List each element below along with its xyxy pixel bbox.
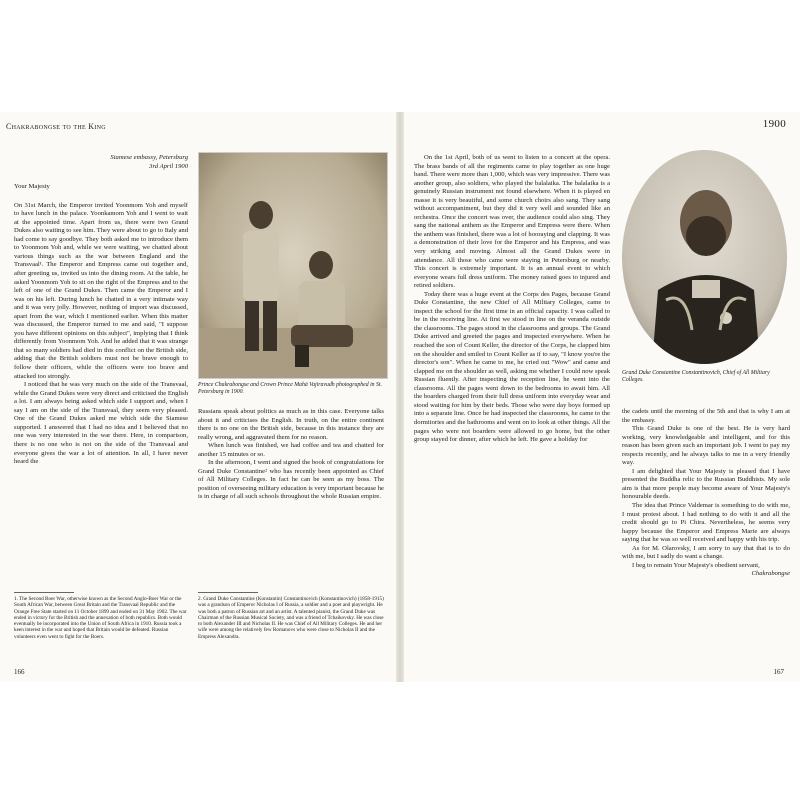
photo-caption-right: Grand Duke Constantine Constantinovich, Chief of All Military Colleges. — [622, 370, 770, 383]
running-head-right: 1900 — [762, 118, 786, 130]
paragraph: Today there was a huge event at the Corps des Pages, because Grand Duke Constantine, the new Chief of All Military Colleges, came to inspect the school for the first time in an official capacity. I was called to be in the receiving line. At first we stood in line on the veranda outside the classrooms. The pages stood in the classrooms and groups. The Grand Duke arrived and greeted the pages and inspected everywhere. When he reached the son of Count Keller, the director of the Corps, he clapped him on the shoulder and smiled to Count Keller as if to say, "I know you're the director's son". When he came to me, he cried out "Wow" and came and clapped me on the shoulder as well, asking me whether I could now speak Russian fluently. After inspecting the reception line, he went into the classrooms. All the pages went down to the bedrooms to await him. All the boarders charged from their full dress uniform into everyday wear and stood waiting for him by their beds. Those who were day boys formed up into a separate line. Once he had inspected the classrooms, he came to the dormitories and the bathrooms and went on to look at other things. All the pages who were not boarders were allowed to go home, but the other group stayed for dinner, after which he left. He gave a holiday for — [414, 290, 610, 444]
paragraph: The idea that Prince Valdemar is something to do with me, I must protest about. I had nothing to do with it and all the credit should go to Pi Chira. Nevertheless, he seems very happy because the Emperor and Empress Marie are always saying that he was so well received and happy with his trip. — [622, 502, 790, 544]
sepia-portrait — [622, 150, 787, 364]
dateline: Siamese embassy, Petersburg 3rd April 1900 — [110, 154, 188, 170]
footnote-1: 1. The Second Boer War, otherwise known as the Second Anglo-Boer War or the South African War, between Great Britain and the Transvaal Republic and the Orange Free State started on 11 October 1899 and ended on 31 May 1902. The war ended in victory for the British and the annexation of both republics. Both would eventually be incorporated into the Union of South Africa in 1910. Russia took a keen interest in the war and hoped that Britain would be defeated. Russian volunteers even went to fight for the Boers. — [14, 596, 187, 640]
left-column-2 — [198, 408, 384, 502]
paragraph: In the afternoon, I went and signed the book of congratulations for Grand Duke Constantine² who has recently been appointed as Chief of All Military Colleges. In fact he can be seen as my boss. The position of overseeing military education is very important because he is in charge of all such schools throughout the whole Russian empire. — [198, 459, 384, 501]
sepia-photograph — [199, 153, 387, 378]
left-column-1 — [14, 154, 188, 467]
page-number-left: 166 — [14, 668, 25, 676]
right-column-1 — [414, 154, 610, 445]
book-gutter — [396, 112, 404, 682]
photo-caption-left: Prince Chakrabongse and Crown Prince Mahā Vajiravudh photographed in St. Petersburg in 1900. — [198, 382, 382, 395]
right-page — [402, 112, 800, 682]
right-column-2 — [622, 408, 790, 579]
left-page — [0, 112, 398, 682]
footnote-rule — [198, 592, 258, 593]
photo-grand-duke — [622, 150, 787, 364]
photo-princes — [198, 152, 388, 379]
paragraph: When lunch was finished, we had coffee and tea and chatted for another 15 minutes or so. — [198, 442, 384, 458]
paragraph: As for M. Olarovsky, I am sorry to say that that is to do with me, but I sadly do want a change. — [622, 544, 790, 561]
paragraph: On 31st March, the Emperor invited Yoonmom Yoh and myself to have lunch in the palace. Yoonkamom Yoh and I went to wait at the appointed time. Apart from us, there were two Grand Dukes also waiting to see him. They were about to go to Italy and had come to say goodbye. They both asked me to introduce them to Yoonmom Yoh and, while we were waiting, we chatted about various things such as the war between England and the Transvaal¹. The Emperor and Empress came out together and, after greeting us, invited us into the dining room. At the table, he asked Yoonmom Yoh to sit on the right of the Empress and to the left of one of the Grand Dukes. Then came the Emperor and I was on his left. During lunch he chatted in a very intimate way and it was very jolly. However, nothing of import was discussed, apart from the war, which I mentioned earlier. When this matter was discussed, the Emperor turned to me and said, "I suppose you have different opinions on this subject", implying that I think differently from Yoonmom Yoh. And he added that it was strange that so many soldiers had died in this conflict on the British side, adding that the British soldiers must not be brave enough to follow their officers, while the officers were too brave and attacked too strongly. — [14, 201, 188, 380]
paragraph: I am delighted that Your Majesty is pleased that I have presented the Buddha relic to the Russian Buddhists. My sole aim is that more people may become aware of Your Majesty's honourable deeds. — [622, 467, 790, 501]
footnote-2: 2. Grand Duke Constantine (Konstantin) Constantinovich (Konstantinovich) (1858-1915) was a grandson of Emperor Nicholas I of Russia, a soldier and a poet and playwright. He was both a patron of Russian art and an artist. A talented pianist, the Grand Duke was Chairman of the Russian Musical Society, and was a friend of Tchaikovsky. He was close to both Alexander III and Nicholas II. He was Chief of All Military Colleges. He and her wife were among the relatively few Romanovs who were close to Nicholas II and the Empress Alexandra. — [198, 596, 384, 640]
paragraph: On the 1st April, both of us went to listen to a concert at the opera. The brass bands of all the regiments came to play together as one huge band. There were more than 1,000, which was very impressive. There was another group, also soldiers, who played the balalaika. The balalaika is a genuinely Russian instrument not found elsewhere. When it is played en masse it is very beautiful, and some church choirs also sang. They sang without accompaniment, but they did it very well and sounded like an orchestra. Once the concert was over, the audience could also sing. They sang the national anthem as the Emperor and Empress were there. When the anthem was finished, there was a lot of hooraying and clapping. It was a demonstration of their love for the Emperor and his Empress, and was very striking and moving. Almost all the Grand Dukes were in attendance. All those who came were staying in Petersburg or nearby. This concert is extremely important. It is an annual event to which everyone wears full dress uniform. The money raised goes to injured and retired soldiers. — [414, 154, 610, 290]
footnote-rule — [14, 592, 74, 593]
running-head-left: Chakrabongse to the King — [6, 122, 106, 131]
paragraph: Russians speak about politics as much as in this case. Everyone talks about it and criticises the English. In truth, on the entire continent there is no one on the British side, because in this instance they are really wrong, and aggravated them for no reason. — [198, 408, 384, 441]
signature: Chakrabongse — [751, 570, 790, 578]
salutation: Your Majesty — [14, 183, 50, 191]
paragraph: This Grand Duke is one of the best. He is very hard working, very knowledgeable and intelligent, and for this reason has been given such an important job. I went to pay my respects recently, and he always talks to me in a very friendly way. — [622, 425, 790, 467]
paragraph: I noticed that he was very much on the side of the Transvaal, while the Grand Dukes were very direct and criticised the English a lot. I am always being asked which side I support and, when I say I am on the side of the Transvaal, they seem very pleased. One of the Grand Dukes asked me which side the Siamese supported. I answered that I had no idea and I believed that no one was very interested in the war there. Here, in comparison, there is no one who is not on the side of the Transvaal and everyone gives the war a lot of attention. In all, I have never heard the — [14, 381, 188, 466]
paragraph: the cadets until the morning of the 5th and that is why I am at the embassy. — [622, 408, 790, 424]
page-number-right: 167 — [773, 668, 784, 676]
paragraph: I beg to remain Your Majesty's obedient servant, — [632, 561, 760, 569]
